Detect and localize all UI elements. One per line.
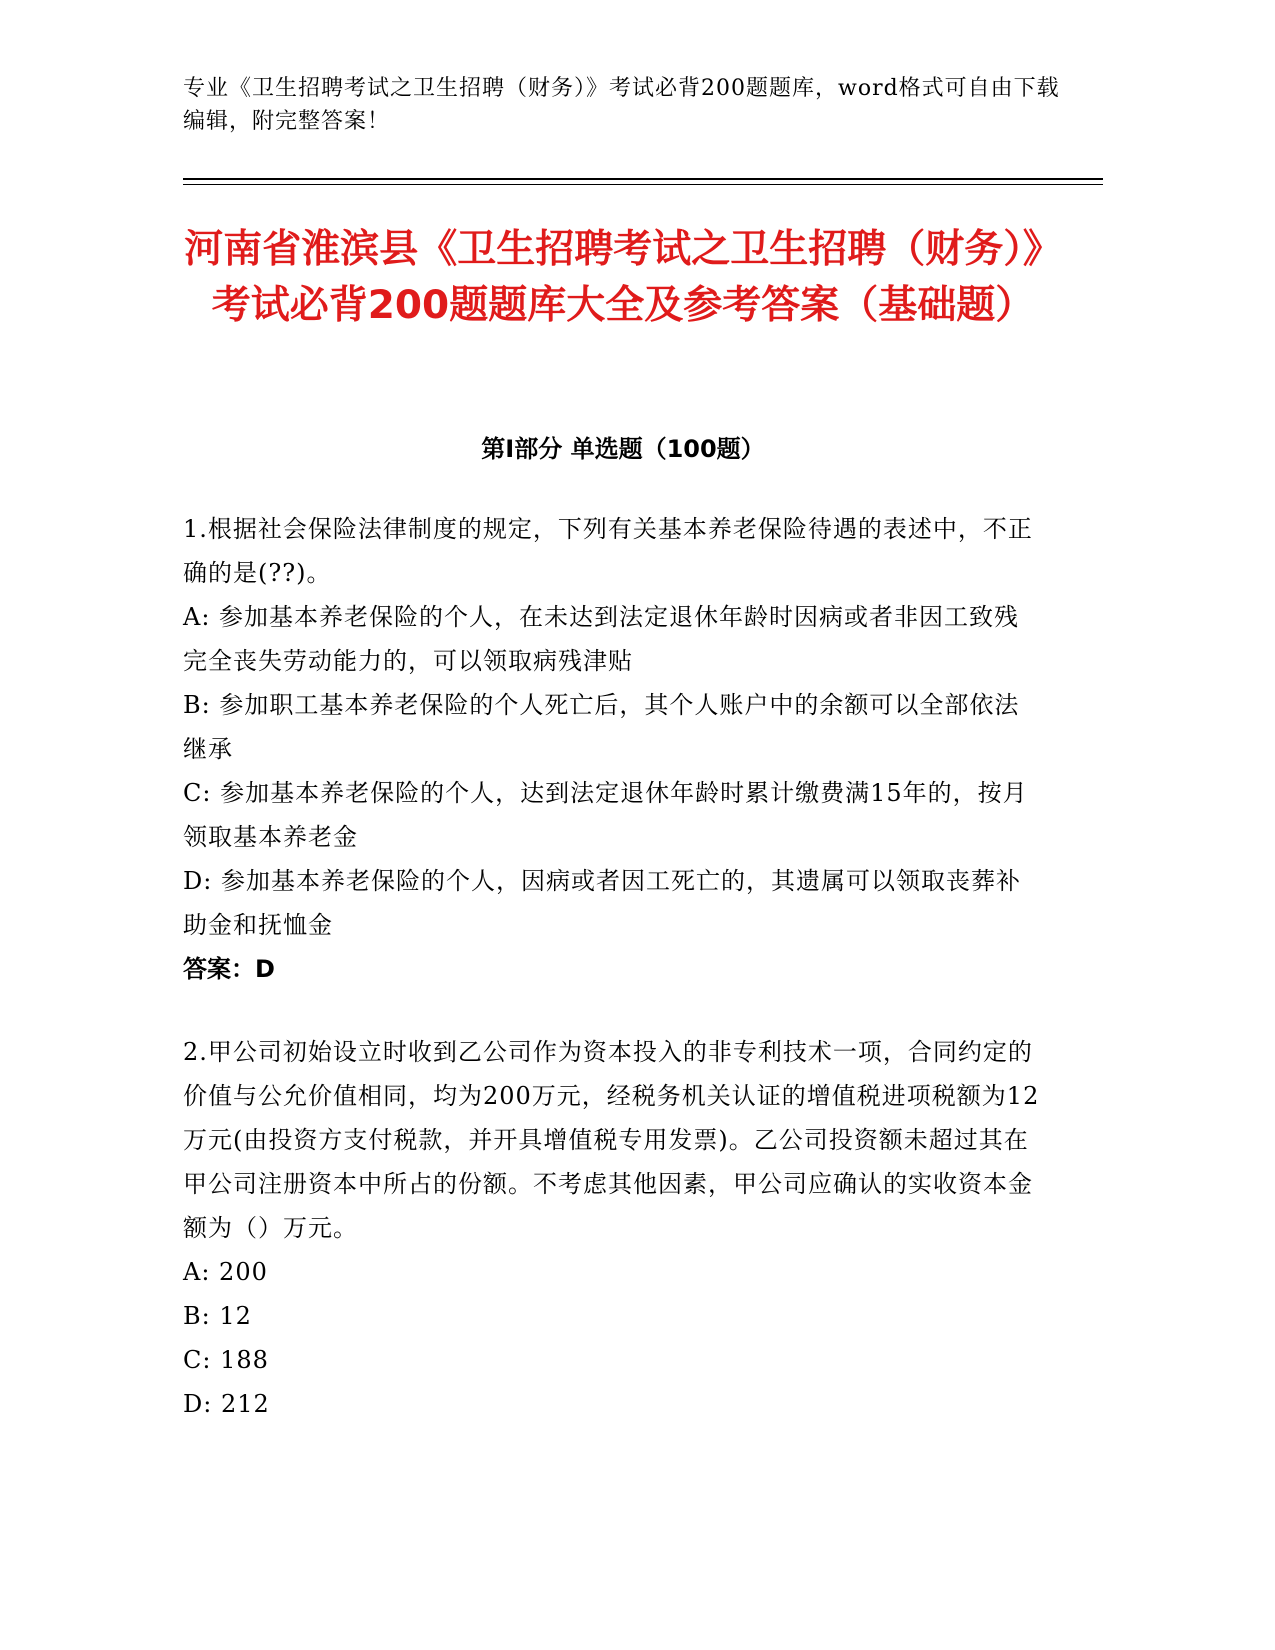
question-2 <box>183 1030 1043 1426</box>
header-divider-thin <box>183 184 1103 185</box>
option-c: C: 参加基本养老保险的个人，达到法定退休年龄时累计缴费满15年的，按月领取基本养老金 <box>183 779 1028 851</box>
header-note: 专业《卫生招聘考试之卫生招聘（财务）》考试必背200题题库，word格式可自由下载编辑，附完整答案！ <box>183 76 1060 134</box>
option-a: A: 200 <box>183 1258 268 1286</box>
option-d: D: 参加基本养老保险的个人，因病或者因工死亡的，其遗属可以领取丧葬补助金和抚恤金 <box>183 867 1021 939</box>
question-1 <box>183 507 1043 991</box>
header-divider-thick <box>183 178 1103 180</box>
section-heading: 第I部分 单选题（100题） <box>481 435 765 463</box>
option-d: D: 212 <box>183 1390 270 1418</box>
option-b: B: 12 <box>183 1302 252 1330</box>
question-stem: 2.甲公司初始设立时收到乙公司作为资本投入的非专利技术一项，合同约定的价值与公允价值相同，均为200万元，经税务机关认证的增值税进项税额为12万元(由投资方支付税款，并开具增值税专用发票)。乙公司投资额未超过其在甲公司注册资本中所占的份额。不考虑其他因素，甲公司应确认的实收资本金额为（）万元。 <box>183 1038 1040 1242</box>
option-a: A: 参加基本养老保险的个人，在未达到法定退休年龄时因病或者非因工致残完全丧失劳动能力的，可以领取病残津贴 <box>183 603 1020 675</box>
answer-line: 答案：D <box>183 955 275 983</box>
document-title: 河南省淮滨县《卫生招聘考试之卫生招聘（财务）》考试必背200题题库大全及参考答案（基础题） <box>184 227 1062 328</box>
option-b: B: 参加职工基本养老保险的个人死亡后，其个人账户中的余额可以全部依法继承 <box>183 691 1020 763</box>
option-c: C: 188 <box>183 1346 269 1374</box>
question-stem: 1.根据社会保险法律制度的规定，下列有关基本养老保险待遇的表述中，不正确的是(??)。 <box>183 515 1033 587</box>
